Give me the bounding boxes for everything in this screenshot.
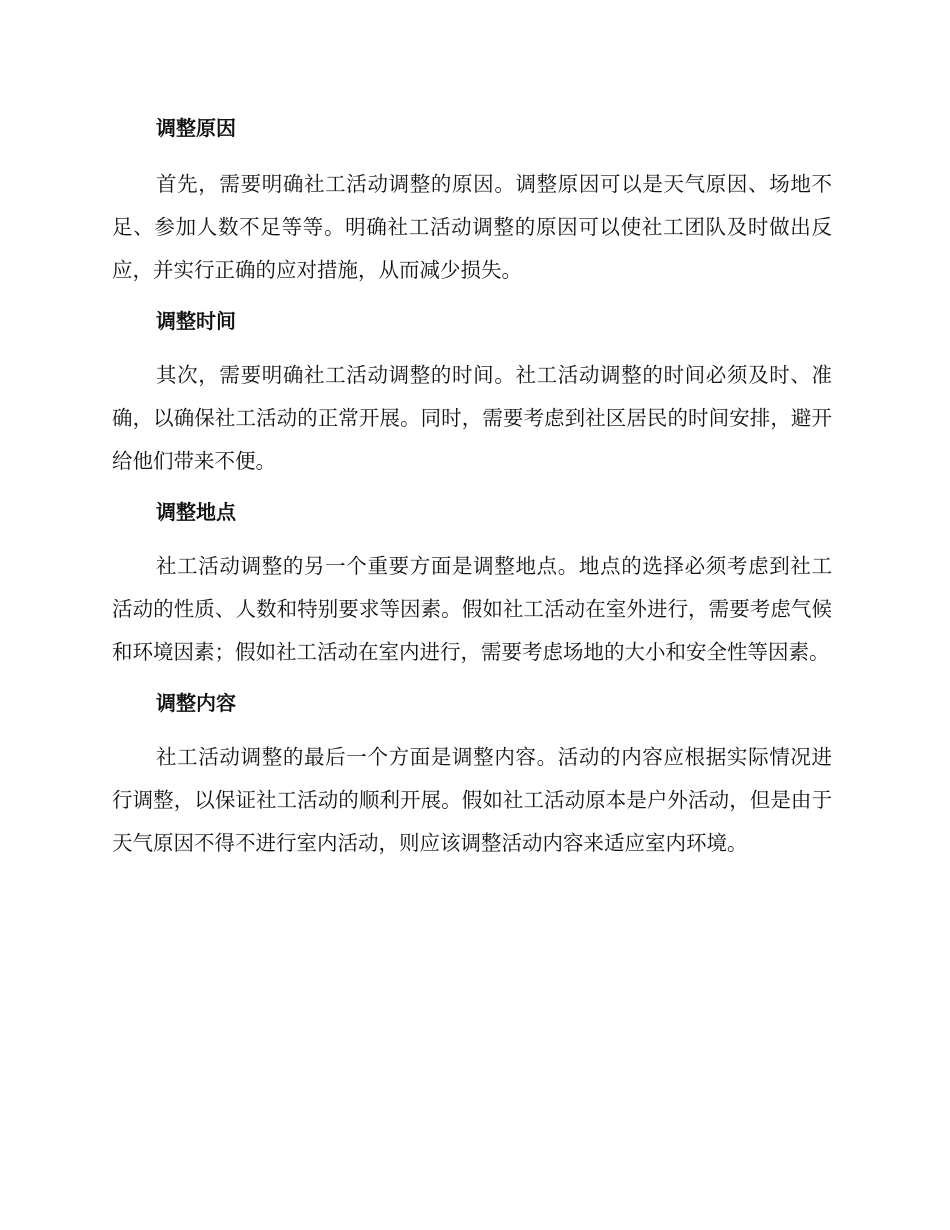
section-paragraph-reason: 首先，需要明确社工活动调整的原因。调整原因可以是天气原因、场地不足、参加人数不足等等。明确社工活动调整的原因可以使社工团队及时做出反应，并实行正确的应对措施，从而减少损失。 [112, 172, 832, 282]
section-heading-content: 调整内容 [156, 691, 236, 715]
section-heading-reason: 调整原因 [156, 116, 236, 140]
document-body [112, 108, 832, 865]
section-paragraph-content: 社工活动调整的最后一个方面是调整内容。活动的内容应根据实际情况进行调整，以保证社工活动的顺利开展。假如社工活动原本是户外活动，但是由于天气原因不得不进行室内活动，则应该调整活动内容来适应室内环境。 [112, 745, 832, 855]
section-heading-time: 调整时间 [156, 309, 236, 333]
section-paragraph-time: 其次，需要明确社工活动调整的时间。社工活动调整的时间必须及时、准确，以确保社工活动的正常开展。同时，需要考虑到社区居民的时间安排，避开给他们带来不便。 [112, 363, 832, 473]
section-heading-location: 调整地点 [156, 500, 236, 524]
section-paragraph-location: 社工活动调整的另一个重要方面是调整地点。地点的选择必须考虑到社工活动的性质、人数和特别要求等因素。假如社工活动在室外进行，需要考虑气候和环境因素；假如社工活动在室内进行，需要考虑场地的大小和安全性等因素。 [112, 554, 832, 664]
